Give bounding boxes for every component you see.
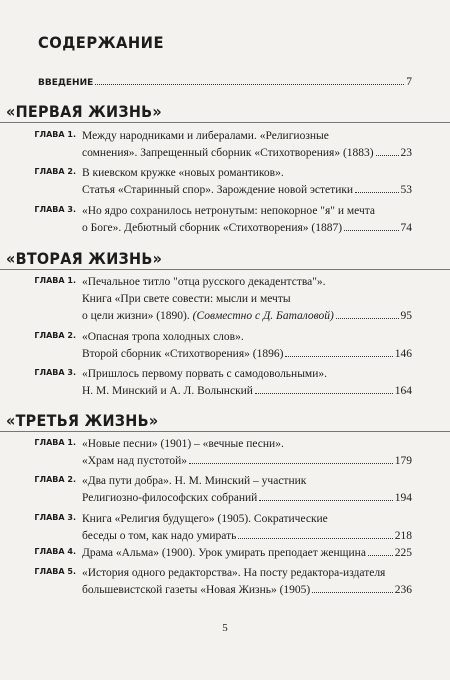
- chapter-line: «Два пути добра». Н. М. Минский – участник: [82, 475, 307, 487]
- dot-leader: [312, 592, 392, 593]
- chapter-line: беседы о том, как надо умирать: [82, 530, 237, 542]
- page-ref: 74: [400, 222, 412, 234]
- chapter-line: Между народниками и либералами. «Религиозные: [82, 130, 329, 142]
- chapter-label: ГЛАВА 3.: [34, 368, 76, 377]
- chapter-label: ГЛАВА 2.: [34, 475, 76, 484]
- dot-leader: [255, 393, 393, 394]
- toc-entry[interactable]: [0, 565, 412, 599]
- chapter-line: сомнения». Запрещенный сборник «Стихотворения» (1883): [82, 147, 374, 159]
- page-number: 5: [222, 622, 228, 634]
- chapter-line: Религиозно-философских собраний: [82, 492, 258, 504]
- page-ref: 146: [394, 348, 412, 360]
- toc-entry[interactable]: [0, 366, 412, 400]
- chapter-label: ГЛАВА 1.: [34, 276, 76, 285]
- page-ref: 164: [394, 385, 412, 397]
- toc-entry[interactable]: [0, 203, 412, 237]
- page-ref: 23: [400, 147, 412, 159]
- chapter-label: ГЛАВА 1.: [34, 438, 76, 447]
- dot-leader: [336, 318, 399, 319]
- dot-leader: [95, 84, 404, 85]
- chapter-line: Статья «Старинный спор». Зарождение новой эстетики: [82, 184, 354, 196]
- chapter-line: Н. М. Минский и А. Л. Волынский: [82, 385, 253, 397]
- chapter-line: «Но ядро сохранилось нетронутым: непокорное "я" и мечта: [82, 205, 376, 217]
- chapter-label: ГЛАВА 2.: [34, 167, 76, 176]
- intro-label: ВВЕДЕНИЕ: [38, 78, 94, 88]
- chapter-line: большевистской газеты «Новая Жизнь» (1905): [82, 584, 311, 596]
- dot-leader: [376, 155, 399, 156]
- dot-leader: [368, 555, 393, 556]
- dot-leader: [189, 463, 393, 464]
- toc-entry[interactable]: [0, 128, 412, 162]
- chapter-line: «Печальное титло "отца русского декадентства"».: [82, 276, 326, 288]
- chapter-label: ГЛАВА 3.: [34, 205, 76, 214]
- dot-leader: [355, 192, 398, 193]
- chapter-line: В киевском кружке «новых романтиков».: [82, 167, 284, 179]
- chapter-line: о Боге». Дебютный сборник «Стихотворения» (1887): [82, 222, 343, 234]
- chapter-note: (Совместно с Д. Баталовой): [192, 310, 334, 322]
- toc-entry[interactable]: [0, 545, 412, 562]
- toc-entry[interactable]: [0, 274, 412, 325]
- page-ref: 95: [400, 310, 412, 322]
- part-title: «ПЕРВАЯ ЖИЗНЬ»: [6, 102, 162, 121]
- page-ref: 236: [394, 584, 412, 596]
- part-divider: [0, 122, 450, 123]
- chapter-line: «Пришлось первому порвать с самодовольными».: [82, 368, 327, 380]
- chapter-line: Книга «Религия будущего» (1905). Сократические: [82, 513, 328, 525]
- dot-leader: [285, 356, 392, 357]
- toc-title: СОДЕРЖАНИЕ: [38, 33, 164, 52]
- page-ref: 218: [394, 530, 412, 542]
- toc-entry[interactable]: [0, 436, 412, 470]
- chapter-line: «Храм над пустотой»: [82, 455, 188, 467]
- chapter-label: ГЛАВА 1.: [34, 130, 76, 139]
- dot-leader: [344, 230, 398, 231]
- page-ref: 7: [406, 76, 412, 88]
- page-ref: 225: [394, 547, 412, 559]
- toc-entry[interactable]: [0, 165, 412, 199]
- part-title: «ВТОРАЯ ЖИЗНЬ»: [6, 249, 163, 268]
- page-ref: 194: [394, 492, 412, 504]
- part-title: «ТРЕТЬЯ ЖИЗНЬ»: [6, 411, 159, 430]
- chapter-line: Драма «Альма» (1900). Урок умирать преподает женщина: [82, 547, 366, 559]
- chapter-line: Книга «При свете совести: мысли и мечты: [82, 293, 291, 305]
- part-divider: [0, 269, 450, 270]
- part-divider: [0, 431, 450, 432]
- chapter-line: «История одного редакторства». На посту редактора-издателя: [82, 567, 386, 579]
- toc-entry-introduction[interactable]: [38, 76, 412, 88]
- chapter-line: о цели жизни» (1890).: [82, 310, 190, 322]
- toc-entry[interactable]: [0, 473, 412, 507]
- chapter-line: «Новые песни» (1901) – «вечные песни».: [82, 438, 284, 450]
- chapter-label: ГЛАВА 2.: [34, 331, 76, 340]
- dot-leader: [259, 500, 392, 501]
- chapter-line: «Опасная тропа холодных слов».: [82, 331, 244, 343]
- chapter-line: Второй сборник «Стихотворения» (1896): [82, 348, 284, 360]
- page-ref: 53: [400, 184, 412, 196]
- page-ref: 179: [394, 455, 412, 467]
- dot-leader: [238, 538, 392, 539]
- chapter-label: ГЛАВА 5.: [34, 567, 76, 576]
- toc-entry[interactable]: [0, 511, 412, 545]
- toc-entry[interactable]: [0, 329, 412, 363]
- chapter-label: ГЛАВА 4.: [34, 547, 76, 556]
- chapter-label: ГЛАВА 3.: [34, 513, 76, 522]
